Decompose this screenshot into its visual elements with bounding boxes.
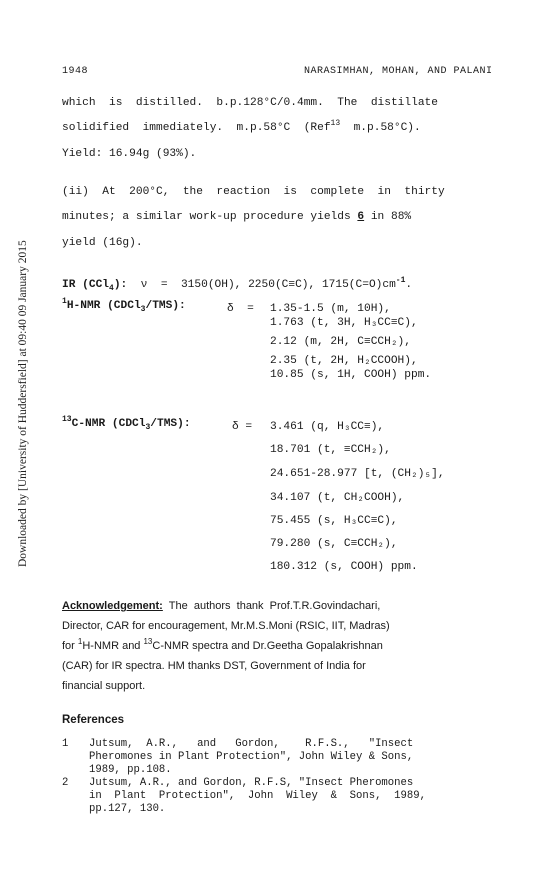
reference-number: 2 (62, 777, 69, 789)
hnmr-delta: δ = (227, 303, 254, 315)
cnmr-line: 18.701 (t, ≡CCH₂), (270, 444, 391, 456)
hnmr-line: 2.12 (m, 2H, C≡CCH₂), (270, 336, 411, 348)
reference-item: Jutsum, A.R., and Gordon, R.F.S, "Insect Pheromones in Plant Protection", John Wiley & Sons, 1989, pp.127, 130. (89, 777, 426, 815)
hnmr-line: 1.763 (t, 3H, H₃CC≡C), (270, 317, 418, 329)
reference-item: Jutsum, A.R., and Gordon, R.F.S., "Insect Pheromones in Plant Protection", John Wiley & Sons, 1989, pp.108. (89, 738, 414, 776)
cnmr-label: $^{13}$C-NMR (CDCl$_3$/TMS): (62, 415, 191, 432)
acknowledgement-heading: Acknowledgement: (62, 600, 163, 612)
body-line: minutes; a similar work-up procedure yields 6 in 88% (62, 211, 412, 223)
body-line: which is distilled. b.p.128°C/0.4mm. The distillate (62, 97, 438, 109)
cnmr-line: 24.651-28.977 [t, (CH₂)₅], (270, 468, 445, 480)
hnmr-line: 1.35-1.5 (m, 10H), (270, 303, 391, 315)
hnmr-line: 2.35 (t, 2H, H₂CCOOH), (270, 355, 418, 367)
acknowledgement-line: Director, CAR for encouragement, Mr.M.S.Moni (RSIC, IIT, Madras) (62, 620, 390, 632)
cnmr-line: 75.455 (s, H₃CC≡C), (270, 515, 398, 527)
ir-data: IR (CCl$_4$): ν = 3150(OH), 2250(C≡C), $1715(C=O)cm^{-1}$. (62, 276, 413, 293)
hnmr-label: $^1$H-NMR (CDCl$_3$/TMS): (62, 297, 186, 314)
page-number: 1948 (62, 66, 89, 77)
cnmr-line: 79.280 (s, C≡CCH₂), (270, 538, 398, 550)
references-heading: References (62, 714, 125, 726)
cnmr-line: 3.461 (q, H₃CC≡), (270, 421, 385, 433)
acknowledgement-line: for $^1$H-NMR and $^{13}$C-NMR spectra and Dr.Geetha Gopalakrishnan (62, 637, 383, 652)
cnmr-delta: δ = (232, 421, 253, 433)
body-line: solidified immediately. m.p.58°C (Ref$^{13}$ m.p.58°C). (62, 119, 421, 134)
acknowledgement-line: financial support. (62, 680, 146, 692)
reference-number: 1 (62, 738, 69, 750)
hnmr-line: 10.85 (s, 1H, COOH) ppm. (270, 369, 432, 381)
body-line: Yield: 16.94g (93%). (62, 148, 197, 160)
download-watermark: Downloaded by [University of Huddersfield] at 09:40 09 January 2015 (17, 240, 29, 567)
body-line: yield (16g). (62, 237, 143, 249)
acknowledgement-line: (CAR) for IR spectra. HM thanks DST, Government of India for (62, 660, 366, 672)
body-line: (ii) At 200°C, the reaction is complete in thirty (62, 186, 445, 198)
acknowledgement-line: Acknowledgement: The authors thank Prof.T.R.Govindachari, (62, 600, 381, 612)
running-title: NARASIMHAN, MOHAN, AND PALANI (304, 66, 493, 77)
cnmr-line: 34.107 (t, CH₂COOH), (270, 492, 405, 504)
compound-number: 6 (357, 211, 365, 223)
cnmr-line: 180.312 (s, COOH) ppm. (270, 561, 418, 573)
